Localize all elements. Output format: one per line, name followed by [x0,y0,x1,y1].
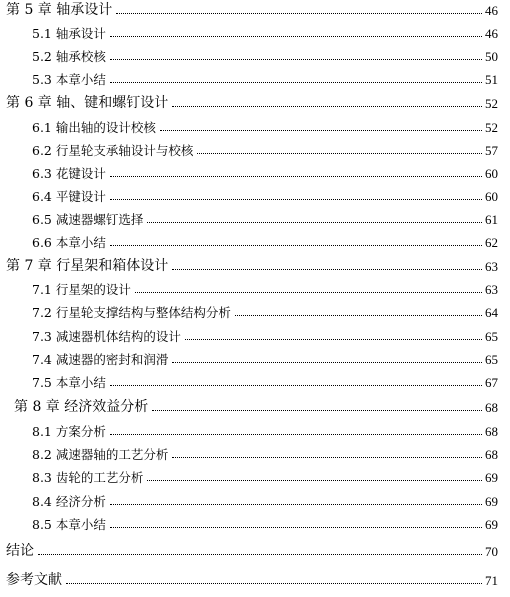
toc-page-number: 51 [485,72,498,87]
toc-entry-title: 8.2 减速器轴的工艺分析 [32,447,169,462]
toc-page-number: 61 [485,212,498,227]
dot-leader [110,434,482,435]
toc-page-number: 46 [485,26,498,41]
toc-page-number: 65 [485,352,498,367]
dot-leader [152,410,482,411]
toc-section-row[interactable] [32,65,498,88]
toc-entry-title: 7.5 本章小结 [32,375,106,390]
toc-chapter-row[interactable] [6,0,498,19]
toc-page-number: 69 [485,517,498,532]
toc-entry-title: 第 6 章 轴、键和螺钉设计 [6,95,169,111]
toc-entry-title: 6.5 减速器螺钉选择 [32,212,144,227]
dot-leader [110,504,482,505]
toc-page-number: 63 [485,259,498,274]
dot-leader [110,385,482,386]
toc-chapter-row[interactable] [14,393,498,416]
toc-section-row[interactable] [32,345,498,368]
toc-page-number: 68 [485,447,498,462]
dot-leader [172,106,482,107]
dot-leader [147,480,482,481]
toc-page-number: 64 [485,305,498,320]
toc-section-row[interactable] [32,417,498,440]
toc-section-row[interactable] [32,113,498,136]
toc-section-row[interactable] [32,463,498,486]
toc-chapter-row[interactable] [6,537,498,560]
toc-section-row[interactable] [32,136,498,159]
toc-section-row[interactable] [32,298,498,321]
toc-page-number: 52 [485,96,498,111]
toc-entry-title: 7.4 减速器的密封和润滑 [32,352,169,367]
dot-leader [110,59,482,60]
toc-page-number: 63 [485,282,498,297]
toc-entry-title: 8.4 经济分析 [32,494,106,509]
toc-entry-title: 结论 [6,543,34,559]
dot-leader [110,176,482,177]
toc-section-row[interactable] [32,19,498,42]
toc-section-row[interactable] [32,440,498,463]
toc-entry-title: 6.3 花键设计 [32,166,106,181]
toc-page-number: 50 [485,49,498,64]
toc-chapter-row[interactable] [6,252,498,275]
dot-leader [110,527,482,528]
toc-page-number: 69 [485,494,498,509]
dot-leader [110,82,482,83]
toc-entry-title: 8.1 方案分析 [32,424,106,439]
toc-entry-title: 8.5 本章小结 [32,517,106,532]
toc-entry-title: 6.4 平键设计 [32,189,106,204]
toc-entry-title: 7.2 行星轮支撑结构与整体结构分析 [32,305,231,320]
toc-section-row[interactable] [32,42,498,65]
toc-page-number: 70 [485,544,498,559]
toc-entry-title: 8.3 齿轮的工艺分析 [32,470,144,485]
dot-leader [172,269,482,270]
toc-section-row[interactable] [32,182,498,205]
toc-entry-title: 第 7 章 行星架和箱体设计 [6,258,169,274]
toc-entry-title: 6.1 输出轴的设计校核 [32,120,156,135]
toc-chapter-row[interactable] [6,89,498,112]
dot-leader [197,153,482,154]
toc-entry-title: 5.2 轴承校核 [32,49,106,64]
toc-entry-title: 参考文献 [6,572,62,588]
toc-chapter-row[interactable] [6,566,498,589]
toc-entry-title: 6.2 行星轮支承轴设计与校核 [32,143,194,158]
dot-leader [235,315,482,316]
toc-page-number: 60 [485,189,498,204]
toc-page-number: 62 [485,235,498,250]
dot-leader [110,245,482,246]
toc-page-number: 57 [485,143,498,158]
toc-page-number: 71 [485,573,498,588]
dot-leader [160,130,482,131]
toc-section-row[interactable] [32,275,498,298]
toc-entry-title: 7.1 行星架的设计 [32,282,131,297]
toc-section-row[interactable] [32,228,498,251]
toc-page-number: 68 [485,424,498,439]
toc-page-number: 68 [485,400,498,415]
toc-entry-title: 第 5 章 轴承设计 [6,2,113,18]
toc-section-row[interactable] [32,205,498,228]
toc-page-number: 67 [485,375,498,390]
dot-leader [38,554,482,555]
dot-leader [185,339,482,340]
toc-section-row[interactable] [32,159,498,182]
toc-section-row[interactable] [32,487,498,510]
toc-entry-title: 5.3 本章小结 [32,72,106,87]
dot-leader [172,457,482,458]
dot-leader [116,13,482,14]
toc-page-number: 52 [485,120,498,135]
toc-entry-title: 第 8 章 经济效益分析 [14,399,149,415]
dot-leader [172,362,482,363]
toc-page-number: 65 [485,329,498,344]
toc-page-number: 69 [485,470,498,485]
dot-leader [110,36,482,37]
toc-entry-title: 5.1 轴承设计 [32,26,106,41]
dot-leader [110,199,482,200]
toc-section-row[interactable] [32,368,498,391]
dot-leader [135,292,482,293]
dot-leader [66,583,482,584]
toc-section-row[interactable] [32,510,498,533]
dot-leader [147,222,482,223]
toc-page-number: 60 [485,166,498,181]
toc-entry-title: 6.6 本章小结 [32,235,106,250]
toc-entry-title: 7.3 减速器机体结构的设计 [32,329,181,344]
toc-section-row[interactable] [32,322,498,345]
toc-page-number: 46 [485,3,498,18]
